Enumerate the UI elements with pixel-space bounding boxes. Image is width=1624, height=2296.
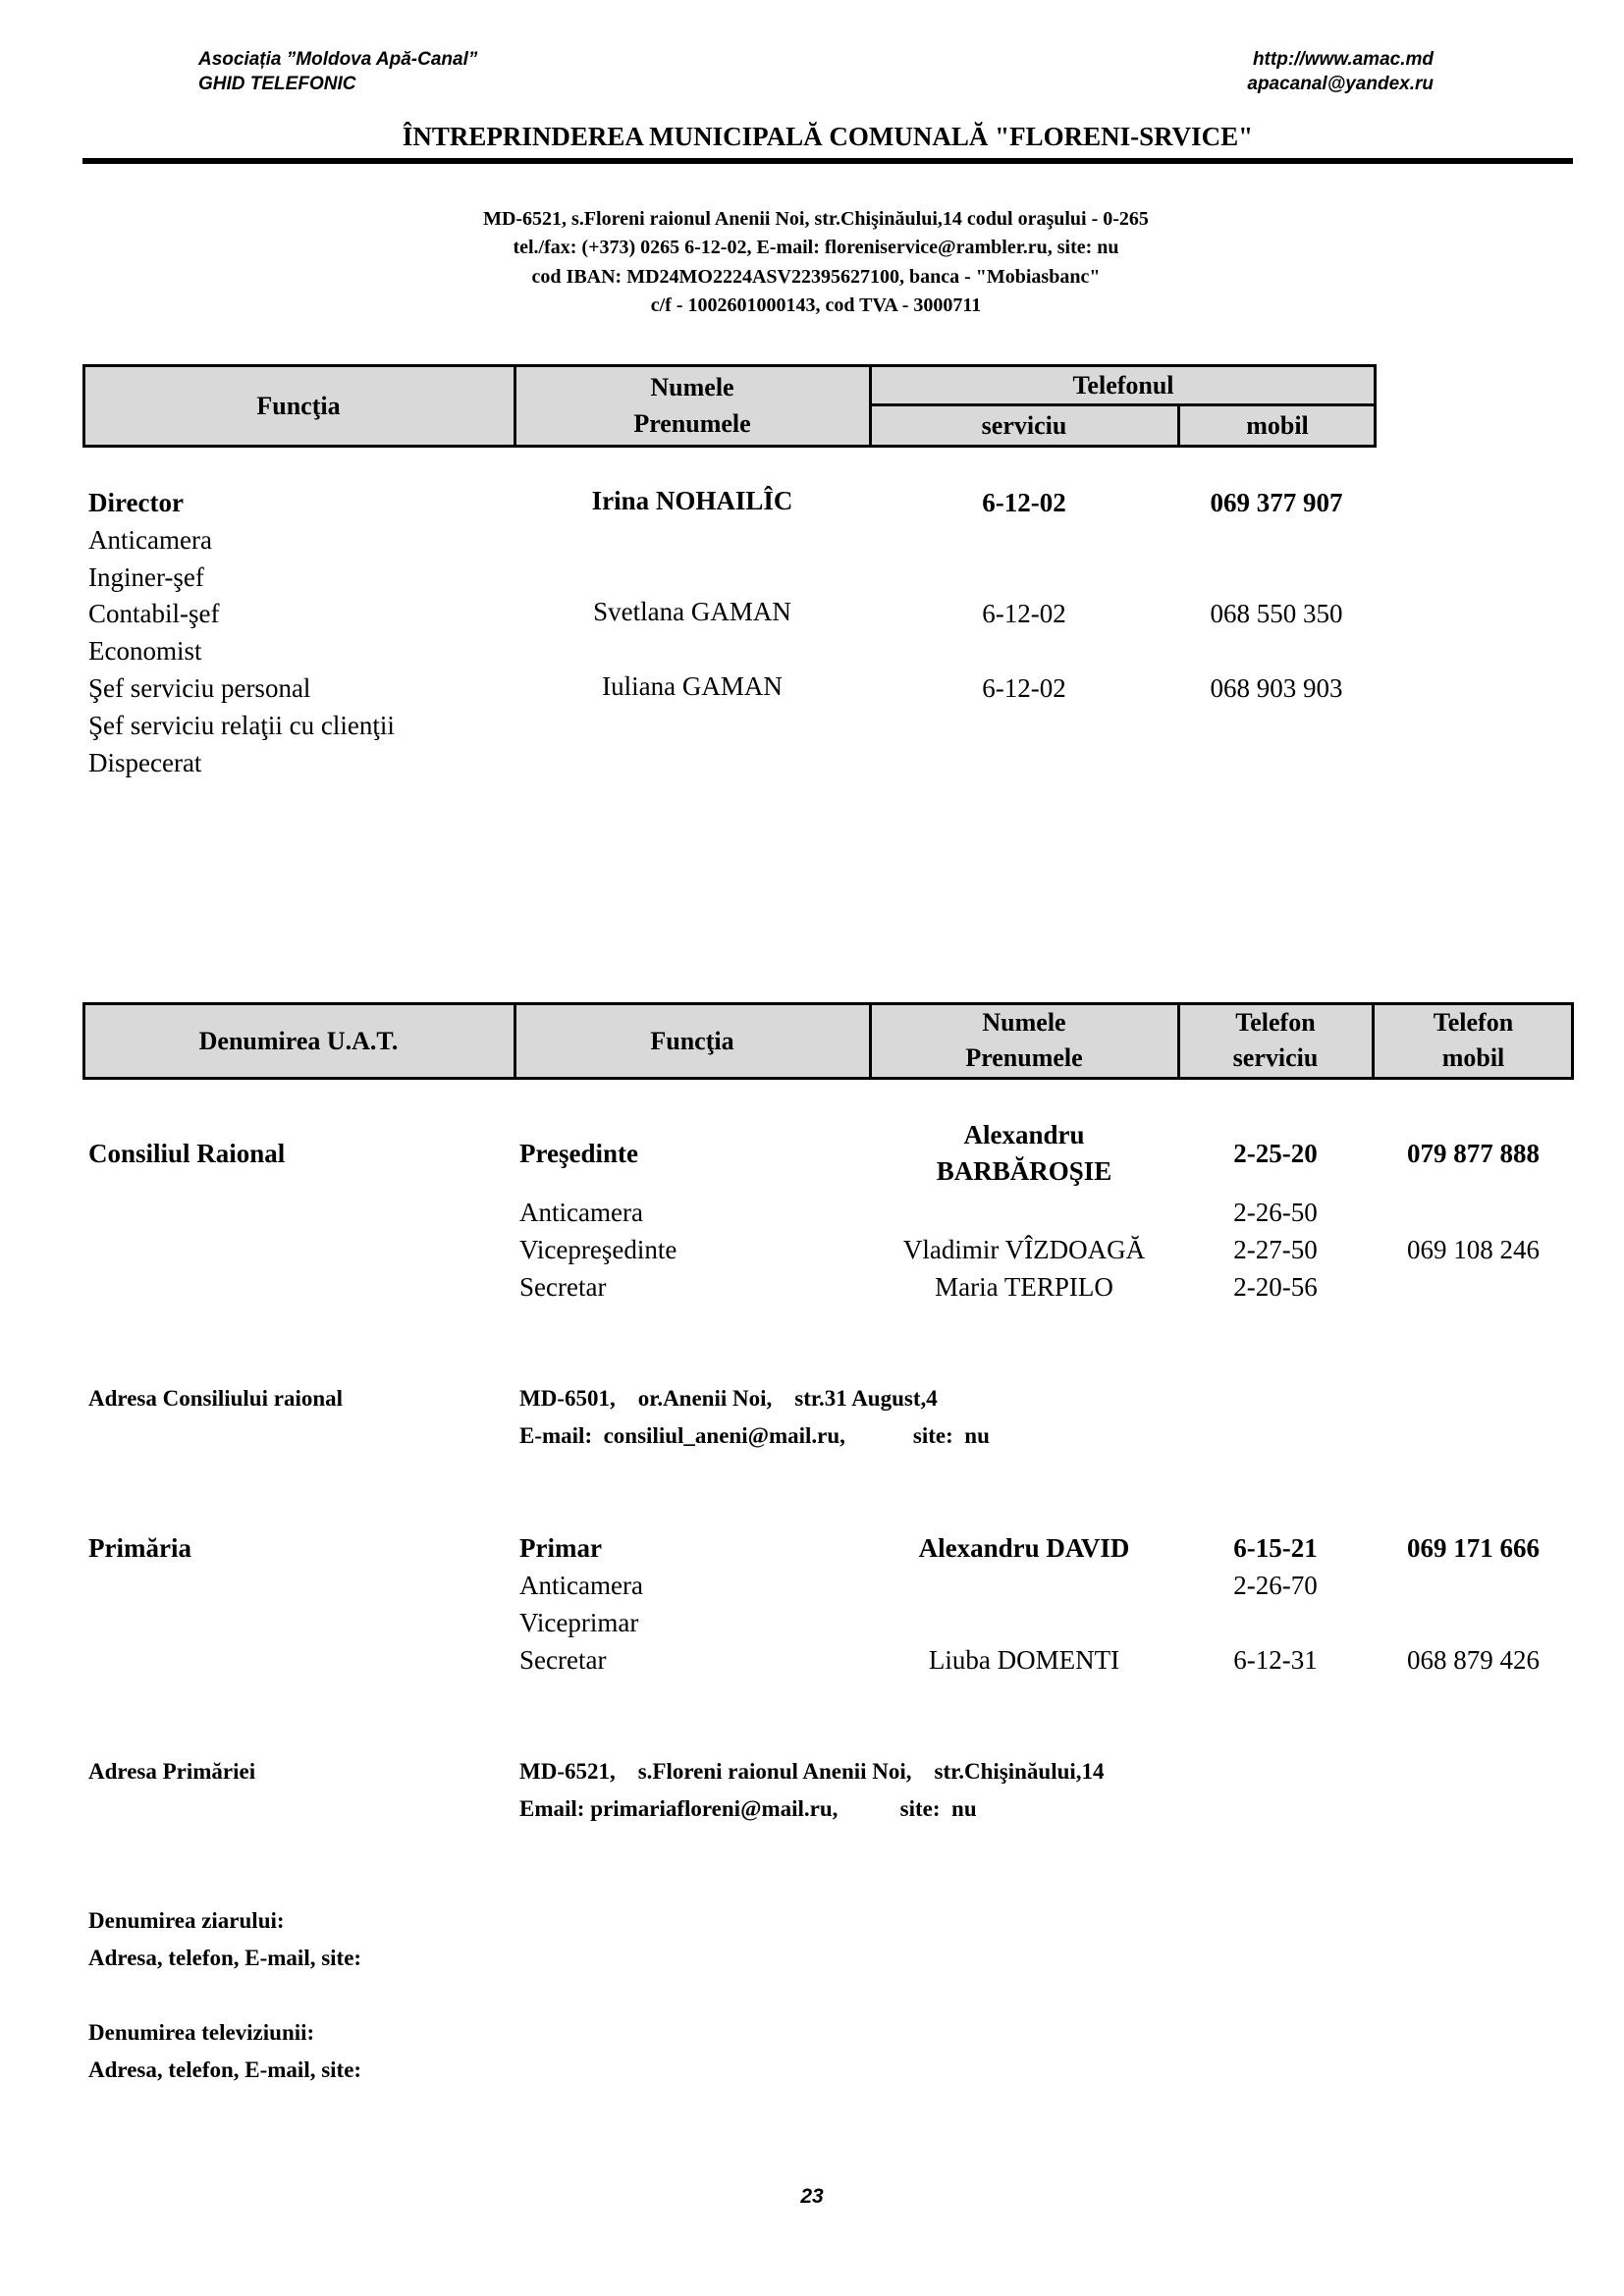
staff-function: Anticamera xyxy=(88,525,212,555)
header-rule xyxy=(82,158,1573,164)
uat-mobile-phone: 068 879 426 xyxy=(1407,1645,1540,1675)
header-function: Funcţia xyxy=(650,1026,734,1055)
header-mobile-line2: mobil xyxy=(1441,1043,1505,1072)
uat-function: Vicepreşedinte xyxy=(519,1235,677,1264)
uat-function: Anticamera xyxy=(519,1571,643,1600)
staff-name: Svetlana GAMAN xyxy=(593,597,791,626)
uat-function: Secretar xyxy=(519,1272,607,1302)
doc-type: GHID TELEFONIC xyxy=(198,74,356,94)
uat-name-line2: BARBĂROŞIE xyxy=(936,1156,1112,1186)
staff-mobile-phone: 068 903 903 xyxy=(1210,673,1343,703)
uat-function: Primar xyxy=(519,1533,602,1563)
staff-function: Director xyxy=(88,488,184,517)
staff-function: Şef serviciu personal xyxy=(88,673,311,703)
header-phone: Telefonul xyxy=(1072,371,1174,400)
uat-name: Maria TERPILO xyxy=(935,1272,1113,1302)
uat-service-phone: 6-15-21 xyxy=(1233,1533,1318,1563)
tv-contact-label: Adresa, telefon, E-mail, site: xyxy=(88,2057,362,2082)
website-link[interactable]: http://www.amac.md xyxy=(1252,49,1434,70)
uat-service-phone: 2-26-50 xyxy=(1233,1198,1318,1227)
mayoralty-address-line1: MD-6521, s.Floreni raionul Anenii Noi, str.Chişinăului,14 xyxy=(519,1759,1105,1784)
staff-service-phone: 6-12-02 xyxy=(982,488,1066,517)
uat-service-phone: 2-27-50 xyxy=(1233,1235,1318,1264)
company-info-line3: cod IBAN: MD24MO2224ASV22395627100, banca - "Mobiasbanc" xyxy=(531,266,1101,288)
company-info-line4: c/f - 1002601000143, cod TVA - 3000711 xyxy=(650,294,982,316)
mayoralty-address-label: Adresa Primăriei xyxy=(88,1759,256,1784)
header-service: serviciu xyxy=(981,411,1067,440)
tv-label: Denumirea televiziunii: xyxy=(88,2020,315,2045)
header-service-line2: serviciu xyxy=(1232,1043,1319,1072)
uat-service-phone: 2-26-70 xyxy=(1233,1571,1318,1600)
uat-service-phone: 6-12-31 xyxy=(1233,1645,1318,1675)
council-label: Consiliul Raional xyxy=(88,1139,286,1168)
header-name-line1: Numele xyxy=(982,1008,1066,1037)
staff-function: Inginer-şef xyxy=(88,562,204,592)
council-address-label: Adresa Consiliului raional xyxy=(88,1386,344,1411)
staff-mobile-phone: 068 550 350 xyxy=(1210,599,1343,628)
uat-name: Liuba DOMENTI xyxy=(928,1645,1120,1675)
uat-function: Viceprimar xyxy=(519,1608,639,1637)
uat-function: Anticamera xyxy=(519,1198,643,1227)
mayoralty-label: Primăria xyxy=(88,1533,191,1563)
staff-service-phone: 6-12-02 xyxy=(982,673,1066,703)
company-info-line2: tel./fax: (+373) 0265 6-12-02, E-mail: floreniservice@rambler.ru, site: nu xyxy=(513,237,1119,258)
header-name-line1: Numele xyxy=(650,373,734,401)
header-name-line2: Prenumele xyxy=(633,409,751,438)
staff-name: Iuliana GAMAN xyxy=(602,671,783,701)
mayoralty-address-line2: Email: primariafloreni@mail.ru, site: nu xyxy=(519,1796,977,1821)
header-name-line2: Prenumele xyxy=(965,1043,1083,1072)
staff-function: Contabil-şef xyxy=(88,599,220,628)
staff-mobile-phone: 069 377 907 xyxy=(1210,488,1343,517)
newspaper-label: Denumirea ziarului: xyxy=(88,1908,285,1933)
header-mobile: mobil xyxy=(1246,411,1309,440)
uat-service-phone: 2-20-56 xyxy=(1233,1272,1318,1302)
staff-function: Economist xyxy=(88,636,202,666)
uat-function: Secretar xyxy=(519,1645,607,1675)
staff-function: Şef serviciu relaţii cu clienţii xyxy=(88,711,395,740)
council-address-line1: MD-6501, or.Anenii Noi, str.31 August,4 xyxy=(519,1386,938,1411)
header-function: Funcţia xyxy=(256,391,341,420)
page-number: 23 xyxy=(800,2185,824,2208)
header-mobile-line1: Telefon xyxy=(1433,1008,1514,1037)
company-info-line1: MD-6521, s.Floreni raionul Anenii Noi, str.Chişinăului,14 codul oraşului - 0-265 xyxy=(483,208,1149,230)
staff-function: Dispecerat xyxy=(88,748,202,777)
uat-mobile-phone: 079 877 888 xyxy=(1407,1139,1540,1168)
uat-service-phone: 2-25-20 xyxy=(1233,1139,1318,1168)
uat-name: Alexandru DAVID xyxy=(918,1533,1130,1563)
uat-name-line1: Alexandru xyxy=(963,1120,1085,1149)
org-name: Asociația ”Moldova Apă-Canal” xyxy=(198,49,478,70)
staff-name: Irina NOHAILÎC xyxy=(591,486,793,515)
newspaper-contact-label: Adresa, telefon, E-mail, site: xyxy=(88,1946,362,1970)
header-service-line1: Telefon xyxy=(1235,1008,1316,1037)
uat-name: Vladimir VÎZDOAGĂ xyxy=(902,1235,1146,1264)
council-address-line2: E-mail: consiliul_aneni@mail.ru, site: nu xyxy=(519,1423,990,1448)
uat-mobile-phone: 069 171 666 xyxy=(1407,1533,1540,1563)
uat-function: Preşedinte xyxy=(519,1139,638,1168)
company-title: ÎNTREPRINDEREA MUNICIPALĂ COMUNALĂ "FLORENI-SRVICE" xyxy=(402,122,1254,151)
email-link[interactable]: apacanal@yandex.ru xyxy=(1247,74,1434,94)
header-uat: Denumirea U.A.T. xyxy=(198,1026,399,1055)
uat-mobile-phone: 069 108 246 xyxy=(1407,1235,1540,1264)
staff-service-phone: 6-12-02 xyxy=(982,599,1066,628)
